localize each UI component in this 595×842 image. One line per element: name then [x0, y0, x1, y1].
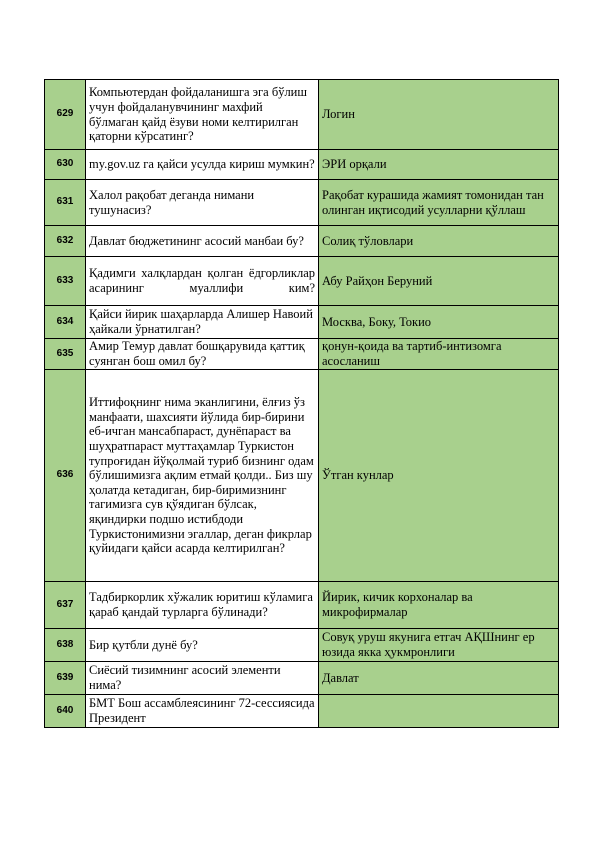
question-cell: my.gov.uz га қайси усулда кириш мумкин?	[86, 150, 319, 180]
table-row	[45, 582, 559, 629]
table-row	[45, 226, 559, 257]
row-number: 636	[45, 370, 86, 582]
table-row	[45, 257, 559, 306]
row-number: 638	[45, 629, 86, 662]
row-number: 635	[45, 339, 86, 370]
answer-cell: Йирик, кичик корхоналар ва микрофирмалар	[319, 582, 559, 629]
table-row	[45, 306, 559, 339]
answer-cell	[319, 695, 559, 728]
table-row	[45, 370, 559, 582]
answer-cell: ЭРИ орқали	[319, 150, 559, 180]
question-cell: Қайси йирик шаҳарларда Алишер Навоий ҳайкали ўрнатилган?	[86, 306, 319, 339]
row-number: 632	[45, 226, 86, 257]
question-answer-table	[44, 79, 559, 728]
row-number: 631	[45, 180, 86, 226]
answer-cell: Москва, Боку, Токио	[319, 306, 559, 339]
answer-cell: Абу Райҳон Беруний	[319, 257, 559, 306]
row-number: 630	[45, 150, 86, 180]
table-row	[45, 662, 559, 695]
question-cell: БМТ Бош ассамблеясининг 72-сессиясида Президент	[86, 695, 319, 728]
row-number: 637	[45, 582, 86, 629]
question-cell: Бир қутбли дунё бу?	[86, 629, 319, 662]
question-cell: Халол рақобат деганда нимани тушунасиз?	[86, 180, 319, 226]
table-row	[45, 180, 559, 226]
question-cell: Сиёсий тизимнинг асосий элементи нима?	[86, 662, 319, 695]
table-row	[45, 150, 559, 180]
row-number: 629	[45, 80, 86, 150]
answer-cell: Совуқ уруш якунига етгач АҚШнинг ер юзида якка ҳукмронлиги	[319, 629, 559, 662]
question-cell: Компьютердан фойдаланишга эга бўлиш учун фойдаланувчининг махфий бўлмаган қайд ёзуви номи келтирилган қаторни кўрсатинг?	[86, 80, 319, 150]
table-row	[45, 339, 559, 370]
row-number: 640	[45, 695, 86, 728]
answer-cell: Ўтган кунлар	[319, 370, 559, 582]
question-cell: Давлат бюджетининг асосий манбаи бу?	[86, 226, 319, 257]
table-row	[45, 80, 559, 150]
row-number: 639	[45, 662, 86, 695]
question-cell: Иттифоқнинг нима эканлигини, ёлғиз ўз манфаати, шахсияти йўлида бир-бирини еб-ичган мансабпараст, дунёпараст ва шуҳратпараст муттаҳамлар Туркистон тупроғидан йўқолмай туриб бизнинг одам бўлишимизга ақлим етмай қолди.. Биз шу ҳолатда кетадиган, бир-биримизнинг тагимизга сув қўядиган бўлсак, яқиндирки подшо истибдоди Туркистонимизни эгаллар, деган фикрлар қуйидаги қайси асарда келтирилган?	[86, 370, 319, 582]
row-number: 633	[45, 257, 86, 306]
answer-cell: Рақобат курашида жамият томонидан тан олинган иқтисодий усулларни қўллаш	[319, 180, 559, 226]
answer-cell: Логин	[319, 80, 559, 150]
question-cell: Тадбиркорлик хўжалик юритиш кўламига қараб қандай турларга бўлинади?	[86, 582, 319, 629]
row-number: 634	[45, 306, 86, 339]
answer-cell: Давлат	[319, 662, 559, 695]
question-cell: Қадимги халқлардан қолган ёдгорликлар асарининг муаллифи ким?	[86, 257, 319, 306]
question-cell: Амир Темур давлат бошқарувида қаттиқ суянган бош омил бу?	[86, 339, 319, 370]
table-row	[45, 695, 559, 728]
answer-cell: Солиқ тўловлари	[319, 226, 559, 257]
table-row	[45, 629, 559, 662]
answer-cell: қонун-қоида ва тартиб-интизомга асосланиш	[319, 339, 559, 370]
